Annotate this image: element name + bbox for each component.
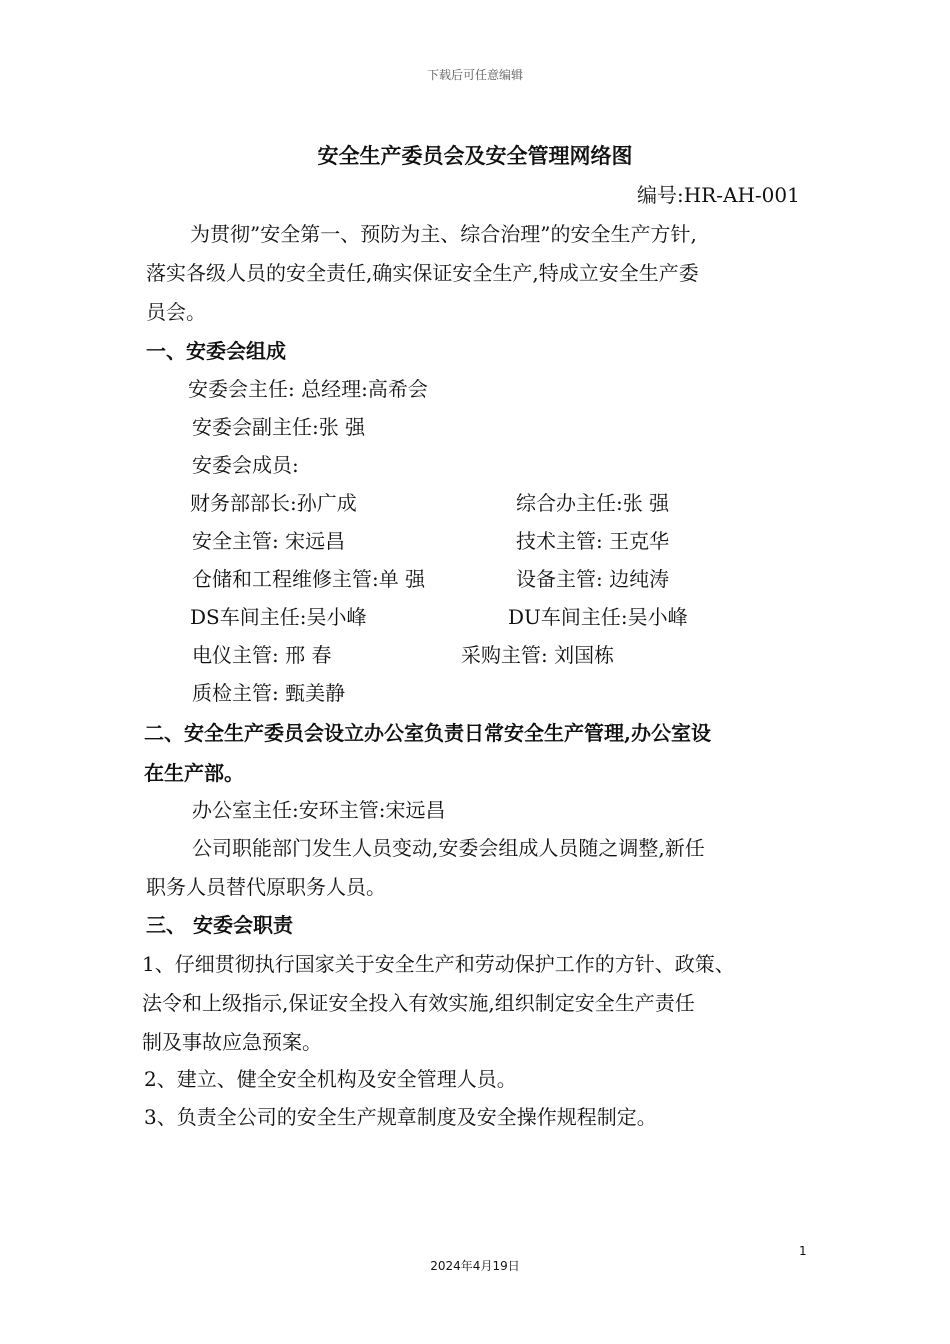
member-left: 安全主管: 宋远昌 (192, 529, 346, 553)
duty-item-1-line-1: 1、仔细贯彻执行国家关于安全生产和劳动保护工作的方针、政策、 (142, 952, 735, 976)
member-left: 仓储和工程维修主管:单 强 (192, 567, 426, 591)
member-right: 技术主管: 王克华 (516, 529, 670, 553)
committee-deputy-director: 安委会副主任:张 强 (192, 415, 366, 439)
document-title: 安全生产委员会及安全管理网络图 (317, 143, 633, 168)
member-left: 电仪主管: 邢 春 (192, 643, 332, 667)
page-number: 1 (799, 1244, 807, 1258)
duty-item-3: 3、负责全公司的安全生产规章制度及安全操作规程制定。 (144, 1105, 657, 1129)
committee-members-label: 安委会成员: (192, 453, 299, 477)
intro-line-2: 落实各级人员的安全责任,确实保证安全生产,特成立安全生产委 (146, 261, 699, 285)
section-2-heading-line-1: 二、安全生产委员会设立办公室负责日常安全生产管理,办公室设 (144, 721, 711, 745)
section-2-heading-line-2: 在生产部。 (144, 761, 244, 785)
member-left: DS车间主任:吴小峰 (190, 605, 367, 629)
office-director: 办公室主任:安环主管:宋远昌 (192, 798, 446, 822)
member-left: 财务部部长:孙广成 (190, 491, 357, 515)
member-left: 质检主管: 甄美静 (192, 681, 346, 705)
header-note: 下载后可任意编辑 (426, 68, 523, 82)
footer-date: 2024年4月19日 (430, 1259, 520, 1273)
member-right: DU车间主任:吴小峰 (508, 605, 688, 629)
document-number: 编号:HR-AH-001 (637, 183, 800, 207)
section-3-heading: 三、 安委会职责 (146, 913, 293, 937)
committee-director: 安委会主任: 总经理:高希会 (188, 377, 428, 401)
intro-line-3: 员会。 (146, 300, 206, 324)
section-1-heading: 一、安委会组成 (146, 339, 286, 363)
duty-item-1-line-2: 法令和上级指示,保证安全投入有效实施,组织制定安全生产责任 (142, 991, 695, 1015)
member-right: 设备主管: 边纯涛 (516, 567, 670, 591)
intro-line-1: 为贯彻”安全第一、预防为主、综合治理”的安全生产方针, (190, 222, 697, 246)
member-right: 综合办主任:张 强 (516, 491, 670, 515)
adjustment-note-line-2: 职务人员替代原职务人员。 (146, 875, 386, 899)
duty-item-1-line-3: 制及事故应急预案。 (142, 1030, 322, 1054)
duty-item-2: 2、建立、健全安全机构及安全管理人员。 (144, 1067, 517, 1091)
member-right: 采购主管: 刘国栋 (461, 643, 615, 667)
adjustment-note-line-1: 公司职能部门发生人员变动,安委会组成人员随之调整,新任 (192, 836, 705, 860)
